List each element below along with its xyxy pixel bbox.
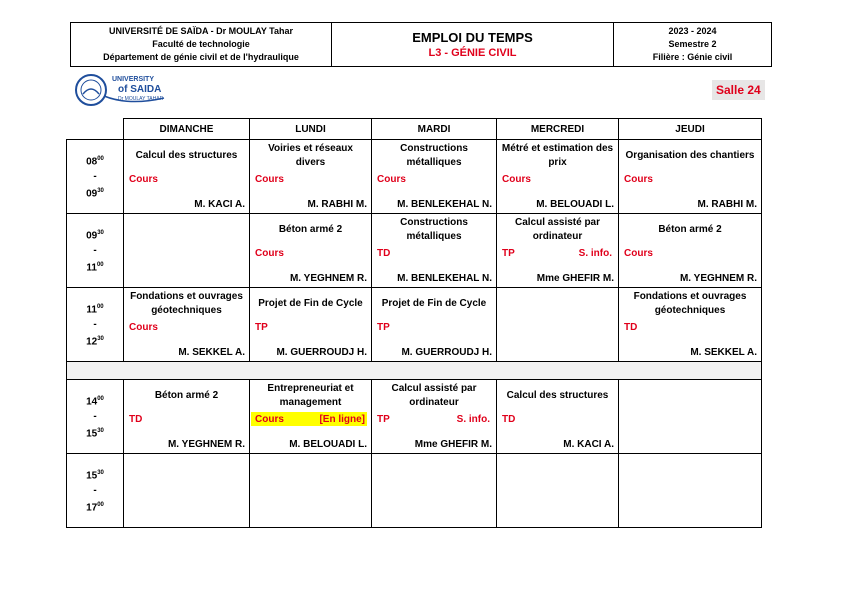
course-cell — [619, 140, 762, 214]
course-title: Projet de Fin de Cycle — [258, 298, 363, 309]
slot-dash: - — [93, 170, 97, 182]
course-title: Fondations et ouvrages géotechniques — [130, 291, 243, 316]
department-name: Département de génie civil et de l'hydraulique — [103, 52, 299, 62]
session-location: S. info. — [578, 248, 612, 259]
academic-year: 2023 - 2024 — [668, 26, 717, 36]
course-title — [126, 455, 247, 485]
course-title: Projet de Fin de Cycle — [381, 298, 487, 309]
course-title: Béton armé 2 — [278, 224, 343, 235]
course-cell — [372, 140, 497, 214]
room-badge: Salle 24 — [712, 80, 765, 100]
lunch-break-row — [67, 362, 762, 380]
course-title — [499, 289, 616, 319]
slot-end: $12^{30}$ — [86, 335, 104, 347]
semester: Semestre 2 — [668, 39, 717, 49]
time-slot-row — [67, 380, 762, 454]
filiere: Filière : Génie civil — [652, 52, 733, 62]
day-header: LUNDI — [250, 119, 372, 140]
course-title: Constructions métalliques — [400, 143, 468, 168]
teacher-name: M. KACI A. — [563, 439, 614, 450]
session-type: Cours — [624, 248, 653, 259]
session-type: Cours — [255, 174, 284, 185]
teacher-name: Mme GHEFIR M. — [414, 439, 492, 450]
course-title — [126, 215, 247, 245]
page-title: EMPLOI DU TEMPS — [412, 29, 533, 45]
course-cell — [250, 140, 372, 214]
slot-end: $15^{30}$ — [86, 427, 104, 439]
teacher-name: M. GUERROUDJ H. — [401, 347, 492, 358]
course-cell — [250, 454, 372, 528]
course-cell — [124, 214, 250, 288]
header-box — [70, 22, 772, 67]
day-header: JEUDI — [619, 119, 762, 140]
slot-start: $08^{00}$ — [86, 156, 104, 168]
time-slot-row — [67, 454, 762, 528]
teacher-name: M. BELOUADI L. — [536, 199, 614, 210]
session-type: Cours — [624, 174, 653, 185]
timetable — [66, 118, 762, 528]
teacher-name: M. SEKKEL A. — [178, 347, 245, 358]
course-cell — [497, 454, 619, 528]
day-header: DIMANCHE — [124, 119, 250, 140]
slot-start: $11^{00}$ — [86, 304, 104, 316]
slot-dash: - — [93, 244, 97, 256]
course-cell — [619, 288, 762, 362]
session-type: TD — [624, 322, 638, 333]
course-title: Entrepreneuriat et management — [267, 383, 354, 408]
time-cell — [67, 140, 124, 214]
session-type: TP — [502, 248, 515, 259]
session-type: TP — [377, 322, 390, 333]
teacher-name: M. YEGHNEM R. — [289, 273, 367, 284]
course-cell — [372, 454, 497, 528]
course-title: Organisation des chantiers — [625, 150, 755, 161]
course-cell — [497, 288, 619, 362]
logo-line3: Dr MOULAY TAHAR — [118, 96, 164, 102]
course-title — [252, 455, 369, 485]
university-logo — [74, 72, 170, 108]
course-title — [499, 455, 616, 485]
session-type: TP — [377, 414, 390, 425]
course-cell — [250, 380, 372, 454]
session-type: Cours — [502, 174, 531, 185]
break-cell — [67, 362, 762, 380]
session-type: Cours — [129, 174, 158, 185]
slot-start: $09^{30}$ — [86, 230, 104, 242]
course-cell — [250, 214, 372, 288]
course-cell — [124, 288, 250, 362]
course-cell — [497, 380, 619, 454]
teacher-name: M. BELOUADI L. — [289, 439, 367, 450]
logo-line1: UNIVERSITY — [112, 76, 155, 83]
course-title: Béton armé 2 — [658, 224, 722, 235]
slot-dash: - — [93, 410, 97, 422]
teacher-name: M. RABHI M. — [697, 199, 757, 210]
course-title: Béton armé 2 — [154, 390, 219, 401]
teacher-name: M. BENLEKEHAL N. — [397, 273, 492, 284]
institution-block — [71, 23, 332, 66]
slot-end: $11^{00}$ — [86, 261, 104, 273]
course-title: Métré et estimation des prix — [501, 143, 614, 168]
course-cell — [619, 454, 762, 528]
course-title: Calcul assisté par ordinateur — [514, 217, 601, 242]
day-header: MARDI — [372, 119, 497, 140]
teacher-name: Mme GHEFIR M. — [536, 273, 614, 284]
slot-end: $17^{00}$ — [86, 501, 104, 513]
time-cell — [67, 214, 124, 288]
session-type: Cours — [129, 322, 158, 333]
teacher-name: M. GUERROUDJ H. — [276, 347, 367, 358]
session-type: TD — [377, 248, 391, 259]
course-title: Constructions métalliques — [400, 217, 468, 242]
page-subtitle: L3 - GÉNIE CIVIL — [428, 46, 517, 59]
university-name: UNIVERSITÉ DE SAÏDA - Dr MOULAY Tahar — [108, 26, 294, 36]
course-title — [374, 455, 494, 485]
course-title: Calcul assisté par ordinateur — [391, 383, 477, 408]
day-header-row — [67, 119, 762, 140]
session-type: Cours — [255, 414, 284, 425]
teacher-name: M. YEGHNEM R. — [167, 439, 245, 450]
time-slot-row — [67, 288, 762, 362]
session-type: Cours — [377, 174, 406, 185]
logo-line2: of SAIDA — [118, 84, 162, 95]
course-cell — [124, 380, 250, 454]
course-title: Fondations et ouvrages géotechniques — [633, 291, 747, 316]
slot-end: $09^{30}$ — [86, 187, 104, 199]
session-location: S. info. — [456, 414, 490, 425]
faculty-name: Faculté de technologie — [152, 39, 250, 49]
time-cell — [67, 380, 124, 454]
session-type: TD — [502, 414, 516, 425]
teacher-name: M. RABHI M. — [307, 199, 367, 210]
slot-dash: - — [93, 318, 97, 330]
slot-start: $15^{30}$ — [86, 470, 104, 482]
course-title — [621, 381, 759, 411]
course-cell — [497, 214, 619, 288]
session-location: [En ligne] — [319, 414, 365, 425]
course-cell — [372, 214, 497, 288]
course-cell — [372, 288, 497, 362]
corner-cell — [67, 119, 124, 140]
course-cell — [124, 454, 250, 528]
course-cell — [250, 288, 372, 362]
course-cell — [372, 380, 497, 454]
day-header: MERCREDI — [497, 119, 619, 140]
teacher-name: M. KACI A. — [194, 199, 245, 210]
course-cell — [497, 140, 619, 214]
period-block — [614, 23, 771, 66]
course-title: Calcul des structures — [506, 390, 609, 401]
course-cell — [619, 380, 762, 454]
course-title: Calcul des structures — [135, 150, 238, 161]
course-cell — [619, 214, 762, 288]
slot-start: $14^{00}$ — [86, 396, 104, 408]
title-block — [332, 23, 614, 66]
session-type: TD — [129, 414, 143, 425]
teacher-name: M. BENLEKEHAL N. — [397, 199, 492, 210]
slot-dash: - — [93, 484, 97, 496]
session-type: Cours — [255, 248, 284, 259]
teacher-name: M. YEGHNEM R. — [679, 273, 757, 284]
time-slot-row — [67, 214, 762, 288]
time-cell — [67, 288, 124, 362]
course-cell — [124, 140, 250, 214]
course-title — [621, 455, 759, 485]
time-slot-row — [67, 140, 762, 214]
time-cell — [67, 454, 124, 528]
teacher-name: M. SEKKEL A. — [690, 347, 757, 358]
session-type: TP — [255, 322, 268, 333]
course-title: Voiries et réseaux divers — [268, 143, 353, 168]
